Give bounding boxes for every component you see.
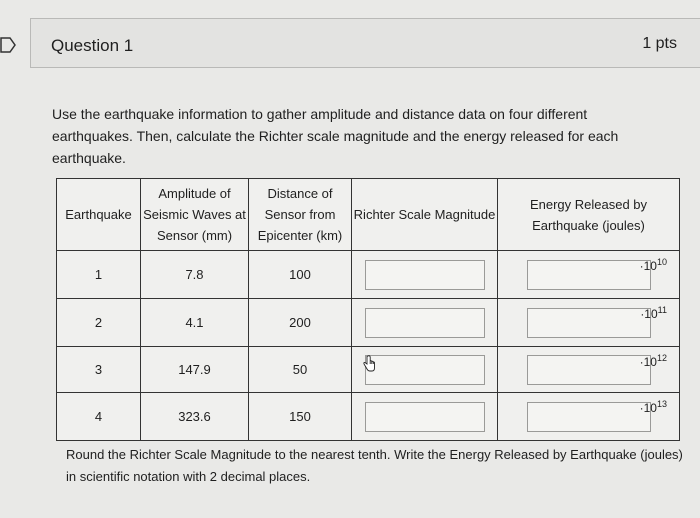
distance-value: 200 bbox=[249, 299, 352, 347]
richter-input-2[interactable] bbox=[365, 308, 485, 338]
header-energy: Energy Released by Earthquake (joules) bbox=[498, 179, 680, 251]
header-richter: Richter Scale Magnitude bbox=[352, 179, 498, 251]
energy-input-2[interactable] bbox=[527, 308, 651, 338]
earthquake-number: 4 bbox=[57, 393, 141, 441]
amplitude-value: 147.9 bbox=[141, 347, 249, 393]
energy-input-3[interactable] bbox=[527, 355, 651, 385]
question-title: Question 1 bbox=[51, 36, 134, 55]
question-footnote: Round the Richter Scale Magnitude to the nearest tenth. Write the Energy Released by Earthquake (joules) in scientific notation with 2 decimal places. bbox=[66, 447, 683, 484]
amplitude-value: 4.1 bbox=[141, 299, 249, 347]
question-points: 1 pts bbox=[642, 35, 677, 52]
distance-value: 50 bbox=[249, 347, 352, 393]
header-amplitude: Amplitude of Seismic Waves at Sensor (mm) bbox=[141, 179, 249, 251]
table-row bbox=[57, 393, 680, 441]
richter-input-3[interactable] bbox=[365, 355, 485, 385]
earthquake-number: 3 bbox=[57, 347, 141, 393]
hand-pointer-icon bbox=[362, 355, 376, 373]
exponent-power: 10 bbox=[656, 257, 667, 267]
exponent-base: ·10 bbox=[639, 401, 657, 415]
energy-input-1[interactable] bbox=[527, 260, 651, 290]
table-row bbox=[57, 299, 680, 347]
question-intro: Use the earthquake information to gather amplitude and distance data on four different earthquakes. Then, calculate the Richter scale magnitude and the energy released for each earthquake. bbox=[52, 106, 619, 166]
exponent-base: ·10 bbox=[639, 355, 657, 369]
earthquake-table bbox=[56, 178, 680, 441]
question-header bbox=[30, 18, 700, 68]
distance-value: 150 bbox=[249, 393, 352, 441]
exponent-power: 13 bbox=[656, 399, 667, 409]
table-header-row bbox=[57, 179, 680, 251]
exponent-base: ·10 bbox=[639, 259, 657, 273]
exponent-power: 11 bbox=[657, 305, 667, 315]
energy-exponent-3 bbox=[640, 353, 667, 369]
flag-question-icon[interactable] bbox=[0, 36, 16, 54]
exponent-power: 12 bbox=[656, 353, 667, 363]
header-earthquake: Earthquake bbox=[57, 179, 141, 251]
amplitude-value: 323.6 bbox=[141, 393, 249, 441]
earthquake-number: 1 bbox=[57, 251, 141, 299]
exponent-base: ·10 bbox=[640, 307, 658, 321]
energy-exponent-2 bbox=[640, 305, 667, 321]
energy-exponent-4 bbox=[640, 399, 667, 415]
energy-input-4[interactable] bbox=[527, 402, 651, 432]
table-row bbox=[57, 251, 680, 299]
header-distance: Distance of Sensor from Epicenter (km) bbox=[249, 179, 352, 251]
earthquake-number: 2 bbox=[57, 299, 141, 347]
distance-value: 100 bbox=[249, 251, 352, 299]
richter-input-1[interactable] bbox=[365, 260, 485, 290]
amplitude-value: 7.8 bbox=[141, 251, 249, 299]
richter-input-4[interactable] bbox=[365, 402, 485, 432]
energy-exponent-1 bbox=[640, 257, 667, 273]
